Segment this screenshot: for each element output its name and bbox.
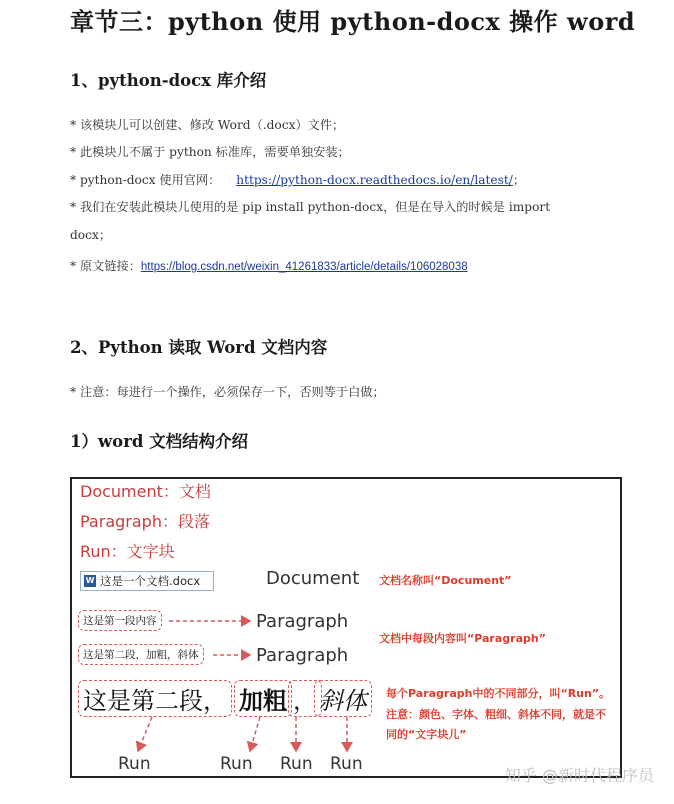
legend-paragraph: Paragraph：段落 <box>80 512 210 531</box>
original-prefix: * 原文链接： <box>70 259 141 273</box>
site-link[interactable]: https://python-docx.readthedocs.io/en/latest/ <box>236 173 513 187</box>
note-run-line2: 注意：颜色、字体、粗细、斜体不同，就是不 <box>386 708 606 721</box>
watermark: 知乎 @新时代程序员 <box>504 766 654 785</box>
docx-structure-figure <box>70 477 622 778</box>
arrow-run-1 <box>138 717 152 751</box>
section2-subheading: 1）word 文档结构介绍 <box>70 432 249 451</box>
site-prefix: * python-docx 使用官网： <box>70 173 221 187</box>
section1-item-2: * 此模块儿不属于 python 标准库，需要单独安装； <box>70 145 350 159</box>
section1-item-1: * 该模块儿可以创建、修改 Word（.docx）文件； <box>70 118 345 132</box>
document-label: Document <box>266 568 360 589</box>
run-box-4: 斜体 <box>314 680 372 717</box>
page-title: 章节三：python 使用 python-docx 操作 word <box>70 7 636 36</box>
run-box-2: 加粗 <box>234 680 292 717</box>
section2-note: * 注意：每进行一个操作，必须保存一下，否则等于白做； <box>70 385 385 399</box>
section1-note-line1: * 我们在安装此模块儿使用的是 pip install python-docx，但是在导入的时候是 import <box>70 200 551 214</box>
legend-run: Run：文字块 <box>80 542 175 561</box>
paragraph-2-box: 这是第二段，加粗，斜体 <box>78 644 204 665</box>
file-name: 这是一个文档.docx <box>100 574 201 588</box>
section1-heading: 1、python-docx 库介绍 <box>70 71 267 90</box>
paragraph-1-box: 这是第一段内容 <box>78 610 162 631</box>
section1-original-link <box>70 257 468 274</box>
note-document: 文档名称叫“Document” <box>379 574 512 587</box>
section2-heading: 2、Python 读取 Word 文档内容 <box>70 338 328 357</box>
note-run-line1: 每个Paragraph中的不同部分，叫“Run”。 <box>386 687 611 700</box>
legend-document: Document：文档 <box>80 482 211 501</box>
note-run-line3: 同的“文字块儿” <box>386 728 467 741</box>
run-box-3: ， <box>288 680 322 717</box>
run-label-4: Run <box>330 754 363 774</box>
word-file-icon: W <box>85 576 95 585</box>
site-suffix: ； <box>512 173 526 187</box>
run-label-1: Run <box>118 754 151 774</box>
arrow-run-2 <box>250 717 260 751</box>
paragraph-label-2: Paragraph <box>256 645 349 666</box>
section1-note-line2: docx； <box>70 228 112 242</box>
run-box-1: 这是第二段， <box>78 680 232 717</box>
original-link[interactable]: https://blog.csdn.net/weixin_41261833/article/details/106028038 <box>140 261 468 273</box>
note-paragraph: 文档中每段内容叫“Paragraph” <box>379 632 546 645</box>
run-label-2: Run <box>220 754 253 774</box>
paragraph-label-1: Paragraph <box>256 611 349 632</box>
arrow-layer <box>72 479 620 776</box>
section1-item-site <box>70 171 525 188</box>
run-label-3: Run <box>280 754 313 774</box>
